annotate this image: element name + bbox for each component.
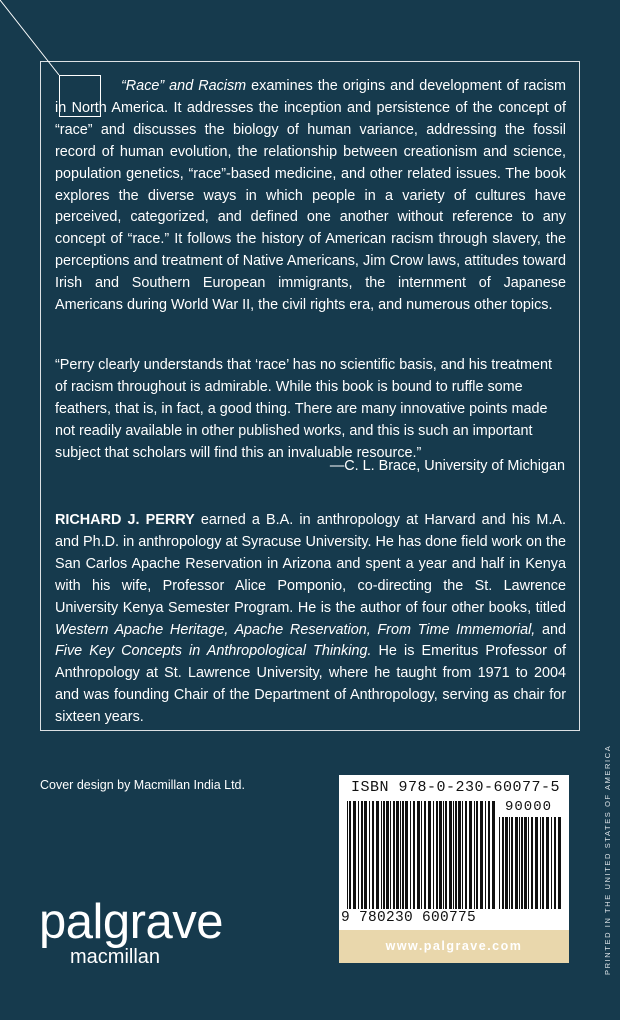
- barcode-bar: [410, 801, 411, 909]
- barcode-bar: [393, 801, 395, 909]
- bio-text-2: and: [535, 621, 566, 638]
- barcode-bar: [480, 801, 483, 909]
- barcode-bar: [349, 801, 351, 909]
- barcode-bar: [439, 801, 442, 909]
- barcode-bar: [554, 817, 556, 909]
- barcode-bar: [474, 801, 475, 909]
- bio-books: Western Apache Heritage, Apache Reservation, From Time Immemorial,: [55, 621, 536, 638]
- barcode-bar: [524, 817, 527, 909]
- barcode-bar: [353, 801, 356, 909]
- barcode-bar: [458, 801, 461, 909]
- barcode-bar: [515, 817, 518, 909]
- barcode-bar: [509, 817, 510, 909]
- barcode-bar: [453, 801, 454, 909]
- barcode-bar: [390, 801, 391, 909]
- barcode-bar: [528, 817, 529, 909]
- barcode-bar: [369, 801, 370, 909]
- bio-text-1: earned a B.A. in anthropology at Harvard and his M.A. and Ph.D. in anthropology at Syracuse University. He has done field work on the San Carlos Apache Reservation in Arizona and spent a year and half in Kenya with his wife, Professor Alice Pomponio, co-directing the St. Lawrence University Kenya Semester Program. He is the author of four other books, titled: [55, 512, 566, 616]
- barcode-bar: [492, 801, 495, 909]
- barcode-bar: [424, 801, 426, 909]
- barcode-bar: [502, 817, 504, 909]
- isbn-text: ISBN 978-0-230-60077-5: [351, 779, 561, 796]
- barcode-bar: [546, 817, 549, 909]
- barcode-bar: [417, 801, 420, 909]
- cover-design-credit: Cover design by Macmillan India Ltd.: [40, 778, 245, 792]
- addon-barcode: [499, 817, 563, 911]
- barcode-bar: [400, 801, 401, 909]
- price-addon-digits: 90000: [505, 799, 553, 815]
- quote-attribution: —C. L. Brace, University of Michigan: [329, 458, 565, 474]
- barcode-bar: [505, 817, 508, 909]
- barcode-bar: [540, 817, 541, 909]
- logo-subtitle: macmillan: [70, 946, 161, 968]
- barcode-bar: [376, 801, 379, 909]
- bio-book-last: Five Key Concepts in Anthropological Thinking.: [55, 643, 372, 660]
- barcode-bar: [372, 801, 374, 909]
- author-name: RICHARD J. PERRY: [55, 512, 195, 528]
- barcode-bar: [485, 801, 486, 909]
- book-description: [55, 76, 566, 317]
- barcode-bar: [462, 801, 463, 909]
- publisher-logo: [39, 895, 223, 968]
- bio-text-3: He is Emeritus Professor of Anthropology at St. Lawrence University, where he taught from 1971 to 2004 and was founding Chair of the Department of Anthropology, serving as chair for sixteen years.: [55, 643, 567, 726]
- barcode-bar: [488, 801, 490, 909]
- barcode-bar: [499, 817, 500, 909]
- barcode-bar: [449, 801, 452, 909]
- ean-barcode: [347, 801, 497, 911]
- barcode-bar: [511, 817, 513, 909]
- barcode-bar: [433, 801, 434, 909]
- barcode-bar: [519, 817, 520, 909]
- barcode-bar: [386, 801, 389, 909]
- barcode-bar: [364, 801, 367, 909]
- printed-in-notice: PRINTED IN THE UNITED STATES OF AMERICA: [603, 744, 612, 975]
- barcode-bar: [531, 817, 533, 909]
- barcode-box: [339, 775, 569, 963]
- author-bio: [55, 510, 566, 729]
- barcode-bar: [465, 801, 467, 909]
- barcode-bar: [383, 801, 385, 909]
- barcode-bar: [455, 801, 457, 909]
- barcode-bar: [443, 801, 444, 909]
- description-body: examines the origins and development of racism in North America. It addresses the inception and persistence of the concept of “race” and discusses the biology of human variance, addressing the fossil record of human evolution, the relationship between creationism and science, population genetics, “race”-based medicine, and other related issues. The book explores the diverse ways in which people in a variety of cultures have perceived, categorized, and defined one another without reference to any concept of “race.” It follows the history of American racism through slavery, the perceptions and treatment of Native Americans, Jim Crow laws, attitudes toward Irish and Southern European immigrants, the internment of Japanese Americans during World War II, the civil rights era, and numerous other topics.: [55, 78, 566, 314]
- barcode-bar: [405, 801, 408, 909]
- barcode-bar: [347, 801, 348, 909]
- barcode-bar: [558, 817, 561, 909]
- barcode-bar: [413, 801, 415, 909]
- logo-wordmark: palgrave: [39, 895, 223, 949]
- barcode-bar: [469, 801, 472, 909]
- barcode-bar: [551, 817, 552, 909]
- barcode-bar: [361, 801, 363, 909]
- review-quote: “Perry clearly understands that ‘race’ has no scientific basis, and his treatment of racism throughout is admirable. While this book is bound to ruffle some feathers, that is, in fact, a good thing. There are many innovative points made not readily available in other published works, and this is such an important subject that scholars will find this an invaluable resource.”: [55, 357, 552, 461]
- book-title: “Race” and Racism: [121, 78, 247, 94]
- barcode-bar: [428, 801, 431, 909]
- barcode-bar: [436, 801, 438, 909]
- barcode-bar: [381, 801, 382, 909]
- barcode-bar: [421, 801, 422, 909]
- barcode-bar: [396, 801, 399, 909]
- barcode-bar: [542, 817, 544, 909]
- ean-digits: 9 780230 600775: [341, 910, 477, 926]
- website-url: www.palgrave.com: [339, 930, 569, 963]
- barcode-bar: [402, 801, 404, 909]
- barcode-bar: [521, 817, 523, 909]
- barcode-bar: [535, 817, 538, 909]
- barcode-bar: [358, 801, 359, 909]
- barcode-bar: [476, 801, 478, 909]
- barcode-bar: [445, 801, 447, 909]
